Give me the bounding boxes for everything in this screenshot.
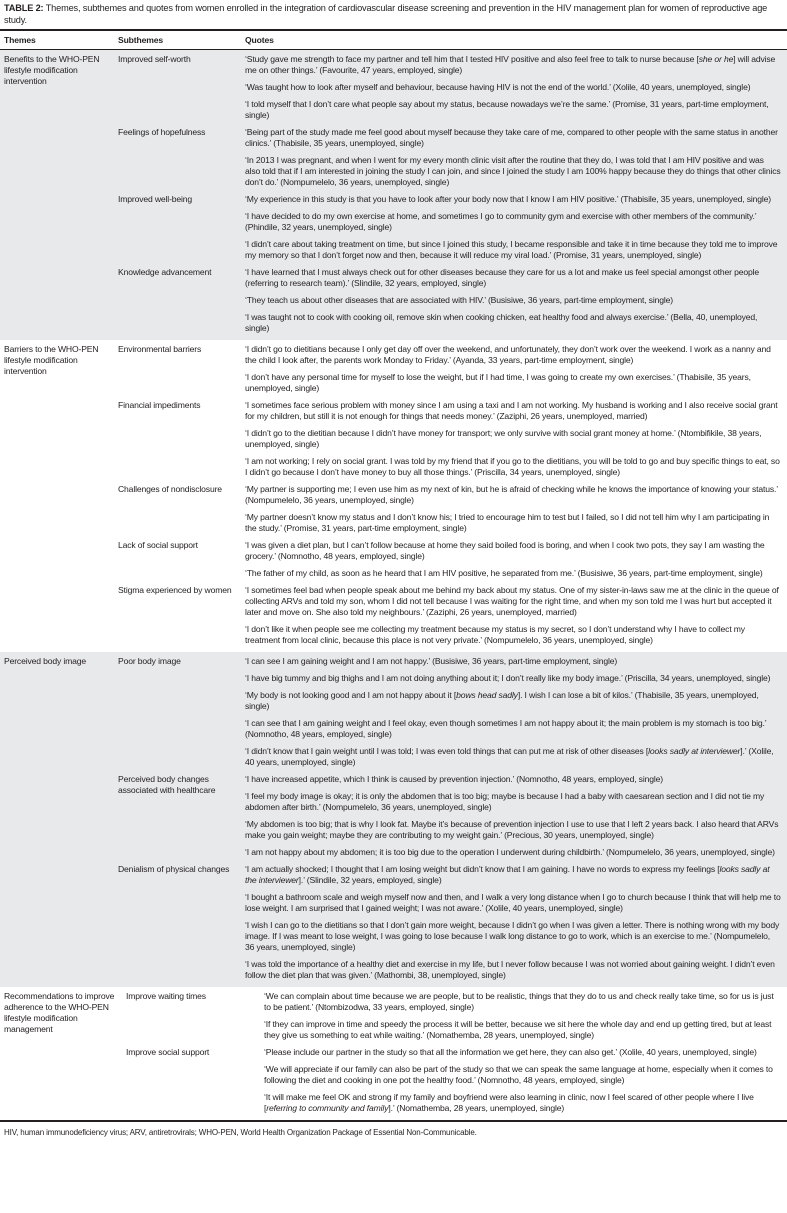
quote-text: ‘I didn’t care about taking treatment on time, but since I joined this study, I became responsible and take it in time because they told me to improve my memory so that I don’t forget now and then, because it will reduce my viral load.’ (Promise, 31 years, unemployed, single) <box>245 239 778 260</box>
theme-group <box>0 50 787 340</box>
theme-group <box>0 987 787 1120</box>
quote-text: ].’ (Slindile, 32 years, employed, single) <box>298 875 442 885</box>
table-header <box>0 31 787 50</box>
quote-text: ‘I was given a diet plan, but I can’t follow because at home they said boiled food is boring, and when I cook two pots, they say I am wasting the grocery.’ (Nomnotho, 48 years, employed, single) <box>245 540 765 561</box>
quote <box>245 959 781 981</box>
quote <box>245 819 781 841</box>
quote-text: ‘I wish I can go to the dietitians so that I don’t gain more weight, because I didn’t go when I was given a letter. There is nothing wrong with my body image. If I was meant to lose weight, I was going to lose because I walk long distance to go to work, which is an exercise to me.’ (Nompumelelo, 36 years, unemployed, single) <box>245 920 780 952</box>
subtheme-list <box>118 344 787 652</box>
quote <box>245 718 781 740</box>
subtheme-name: Knowledge advancement <box>118 267 212 277</box>
quotes-cell <box>245 656 787 774</box>
quote-text: ].’ (Nomathemba, 28 years, unemployed, single) <box>388 1103 565 1113</box>
quote <box>245 791 781 813</box>
table-caption <box>0 0 787 26</box>
subtheme-name: Improve social support <box>126 1047 210 1057</box>
subtheme-name: Denialism of physical changes <box>118 864 230 874</box>
quote-text: ‘If they can improve in time and speedy the process it will be better, because we sit here the whole day and end up getting tired, but at least they give us something to eat while waiting.’ (Nomathemba, 28 years, unemployed, single) <box>264 1019 772 1040</box>
quote-text: ‘I sometimes feel bad when people speak about me behind my back about my status. One of my sister-in-laws saw me at the clinic in the queue of collecting ARVs and told my son, whom I did not tell because I was waiting for the right time, and when my son told me I was hurt but accepted it later and move on. She also told my neighbours.’ (Zaziphi, 26 years, unemployed, married) <box>245 585 779 617</box>
quote <box>245 892 781 914</box>
subtheme-row <box>126 1047 787 1120</box>
quote <box>245 372 781 394</box>
quotes-cell <box>245 54 787 127</box>
subtheme-row <box>118 344 787 400</box>
quote-text: ‘I didn’t go to dietitians because I only get day off over the weekend, and unfortunately, they don’t work over the weekend. I work as a nanny and the child I look after, the parents work Monday to Friday.’ (Ayanda, 33 years, part-time employment, single) <box>245 344 771 365</box>
quote-text: ‘Was taught how to look after myself and behaviour, because having HIV is not the end of the world.’ (Xolile, 40 years, unemployed, single) <box>245 82 751 92</box>
theme-name: Barriers to the WHO-PEN lifestyle modification intervention <box>4 344 99 376</box>
quote-text: ‘Study gave me strength to face my partner and tell him that I tested HIV positive and also feel free to talk to nurse because [ <box>245 54 699 64</box>
quote <box>245 847 781 858</box>
quote <box>245 774 781 785</box>
quote <box>264 1092 781 1114</box>
footnote: HIV, human immunodeficiency virus; ARV, antiretrovirals; WHO-PEN, World Health Organization Package of Essential Non-Communicable. <box>4 1128 477 1137</box>
quote <box>245 746 781 768</box>
subtheme-row <box>118 400 787 484</box>
theme-group <box>0 652 787 987</box>
quote <box>245 239 781 261</box>
quotes-cell <box>245 127 787 194</box>
quote <box>245 400 781 422</box>
quote-text: ‘I am not happy about my abdomen; it is too big due to the operation I underwent during childbirth.’ (Nompumelelo, 36 years, unemployed, single) <box>245 847 775 857</box>
quote <box>245 99 781 121</box>
quote-text: ‘I bought a bathroom scale and weigh myself now and then, and I walk a very long distance when I go to church because I think that will help me to lose weight. I am surprised that I gained weight; I was not aware.’ (Xolile, 40 years, unemployed, single) <box>245 892 781 913</box>
quotes-cell <box>245 194 787 267</box>
quote-text: ‘I was taught not to cook with cooking oil, remove skin when cooking chicken, eat healthy food and always exercise.’ (Bella, 40, unemployed, single) <box>245 312 758 333</box>
quote <box>245 656 781 667</box>
header-subthemes: Subthemes <box>118 35 163 45</box>
subtheme-name: Challenges of nondisclosure <box>118 484 222 494</box>
quote <box>245 456 781 478</box>
quotes-cell <box>245 774 787 864</box>
theme-name: Perceived body image <box>4 656 87 666</box>
quote <box>264 1047 781 1058</box>
subtheme-list <box>118 656 787 987</box>
subtheme-row <box>118 194 787 267</box>
quote <box>264 1064 781 1086</box>
subtheme-list <box>118 54 787 340</box>
quote <box>245 155 781 188</box>
quote <box>245 194 781 205</box>
quote <box>264 991 781 1013</box>
quote <box>245 428 781 450</box>
subtheme-row <box>126 991 787 1047</box>
quote <box>245 920 781 953</box>
quote <box>245 344 781 366</box>
quote-text: ‘I sometimes face serious problem with money since I am using a taxi and I am not working. My husband is working and I also receive social grant for my children, but still it is not enough for things that needs money.’ (Zaziphi, 26 years, unemployed, married) <box>245 400 778 421</box>
subtheme-name: Improved well-being <box>118 194 193 204</box>
subtheme-row <box>118 774 787 864</box>
quote <box>245 540 781 562</box>
subtheme-name: Poor body image <box>118 656 181 666</box>
quote <box>245 211 781 233</box>
quote-text: ‘It will make me feel OK and strong if my family and boyfriend were also learning in clinic, now I feel scared of other people where I live [ <box>264 1092 754 1113</box>
subtheme-name: Stigma experienced by women <box>118 585 232 595</box>
quote-text: ‘I have decided to do my own exercise at home, and sometimes I go to community gym and exercise with other members of the community.’ (Phindile, 32 years, unemployed, single) <box>245 211 757 232</box>
table-body <box>0 50 787 1120</box>
quote-annotation: looks sadly at the interviewer <box>245 864 770 885</box>
subtheme-row <box>118 54 787 127</box>
quote-text: ‘I have learned that I must always check out for other diseases because they care for us a lot and make us feel special amongst other people (referring to research team).’ (Slindile, 32 years, employed, single) <box>245 267 760 288</box>
quote-text: ‘I am actually shocked; I thought that I am losing weight but didn’t know that I am gaining. I have no words to express my feelings [ <box>245 864 720 874</box>
quote-text: ‘I didn’t know that I gain weight until I was told; I was even told things that can put me at risk of other diseases [ <box>245 746 649 756</box>
quotes-cell <box>264 1047 787 1120</box>
quote-text: ].’ (Xolile, 40 years, unemployed, single) <box>245 746 774 767</box>
quote <box>245 267 781 289</box>
quote-text: ‘My abdomen is too big; that is why I look fat. Maybe it’s because of prevention injection I use to use that I left 2 years back. I also heard that ARVs make you gain weight; maybe they are contributing to my weight gain.’ (Precious, 30 years, unemployed, single) <box>245 819 779 840</box>
quote <box>245 127 781 149</box>
quote-text: ‘Being part of the study made me feel good about myself because they take care of me, compared to other people with the same status in another clinics.’ (Thabisile, 35 years, unemployed, single) <box>245 127 778 148</box>
quotes-cell <box>264 991 787 1047</box>
subtheme-name: Environmental barriers <box>118 344 202 354</box>
quotes-cell <box>245 400 787 484</box>
quotes-cell <box>245 344 787 400</box>
quote-text: ‘I don’t like it when people see me collecting my treatment because my status is my secret, so I don’t understand why I have to collect my treatment from local clinic, because this place is not very private.’ (Nompumelelo, 36 years, unemployed, single) <box>245 624 745 645</box>
subtheme-row <box>118 864 787 987</box>
quote-text: ‘I don’t have any personal time for myself to lose the weight, but if I had time, I was going to create my own exercises.’ (Thabisile, 35 years, unemployed, single) <box>245 372 751 393</box>
quotes-cell <box>245 267 787 340</box>
quote <box>245 295 781 306</box>
table-caption-text: Themes, subthemes and quotes from women enrolled in the integration of cardiovascular disease screening and prevention in the HIV management plan for women of reproductive age study. <box>4 3 768 25</box>
quote-text: ‘I was told the importance of a healthy diet and exercise in my life, but I never follow because I was not worried about gaining weight. I didn’t even follow the diet plan that was given.’ (Mathombi, 38, unemployed, single) <box>245 959 775 980</box>
subtheme-row <box>118 540 787 585</box>
quote-text: ‘My body is not looking good and I am not happy about it [ <box>245 690 457 700</box>
quote-text: ‘We will appreciate if our family can also be part of the study so that we can speak the same language at home, especially when it comes to following the diet and cooking in one pot the healthy food.’ (Nomnotho, 48 years, employed, single) <box>264 1064 773 1085</box>
subtheme-name: Lack of social support <box>118 540 198 550</box>
quotes-cell <box>245 864 787 987</box>
quote-text: ‘I feel my body image is okay; it is only the abdomen that is too big; maybe is because I had a baby with caesarean section and I did not tie my abdomen after birth.’ (Nompumelelo, 36 years, unemployed, single) <box>245 791 765 812</box>
quote-annotation: looks sadly at interviewer <box>648 746 741 756</box>
quote <box>245 864 781 886</box>
subtheme-row <box>118 267 787 340</box>
subtheme-name: Perceived body changes associated with healthcare <box>118 774 216 795</box>
quote-annotation: referring to community and family <box>266 1103 389 1113</box>
quote <box>245 624 781 646</box>
quotes-cell <box>245 484 787 540</box>
quote-text: ‘I have big tummy and big thighs and I am not doing anything about it; I don’t really like my body image.’ (Priscilla, 34 years, unemployed, single) <box>245 673 771 683</box>
quote-text: ‘I am not working; I rely on social grant. I was told by my friend that if you go to the dietitians, you will be told to go and buy specific things to eat, so I didn’t go because I don’t have money to buy all those things.’ (Priscilla, 34 years, unemployed, single) <box>245 456 780 477</box>
subtheme-row <box>118 484 787 540</box>
theme-name: Benefits to the WHO-PEN lifestyle modification intervention <box>4 54 100 86</box>
subtheme-row <box>118 656 787 774</box>
quote <box>245 484 781 506</box>
quote <box>245 690 781 712</box>
quote-text: ‘They teach us about other diseases that are associated with HIV.’ (Busisiwe, 36 years, part-time employment, single) <box>245 295 673 305</box>
quotes-cell <box>245 585 787 652</box>
theme-group <box>0 340 787 652</box>
header-themes: Themes <box>4 35 36 45</box>
subtheme-name: Feelings of hopefulness <box>118 127 206 137</box>
subtheme-list <box>126 991 787 1120</box>
quote-text: ‘We can complain about time because we are people, but to be realistic, things that they do to us and check really take time, so for us is just to be patient.’ (Ntombizodwa, 33 years, employed, single) <box>264 991 774 1012</box>
quote <box>245 512 781 534</box>
quote <box>245 312 781 334</box>
quote <box>245 82 781 93</box>
quotes-cell <box>245 540 787 585</box>
quote-text: ‘I didn’t go to the dietitian because I didn’t have money for transport; we only survive with social grant money at home.’ (Ntombifikile, 38 years, unemployed, single) <box>245 428 762 449</box>
quote-text: ‘My partner doesn’t know my status and I don’t know his; I tried to encourage him to test but I failed, so I did not tell him why I am participating in the study.’ (Promise, 31 years, part-time employment, single) <box>245 512 770 533</box>
subtheme-name: Improved self-worth <box>118 54 191 64</box>
quote-text: ‘My partner is supporting me; I even use him as my next of kin, but he is afraid of checking while he knows the importance of knowing your status.’ (Nompumelelo, 36 years, unemployed, single) <box>245 484 778 505</box>
subtheme-row <box>118 585 787 652</box>
quote-annotation: she or he <box>698 54 734 64</box>
quote <box>245 54 781 76</box>
theme-name: Recommendations to improve adherence to the WHO-PEN lifestyle modification management <box>4 991 115 1034</box>
quote-text: ] will advise me on other things.’ (Favourite, 47 years, employed, single) <box>245 54 776 75</box>
quote <box>245 585 781 618</box>
quote-text: ‘My experience in this study is that you have to look after your body now that I know I am HIV positive.’ (Thabisile, 35 years, unemployed, single) <box>245 194 771 204</box>
quote <box>264 1019 781 1041</box>
quote-text: ‘I can see I am gaining weight and I am not happy.’ (Busisiwe, 36 years, part-time employment, single) <box>245 656 618 666</box>
header-quotes: Quotes <box>245 35 274 45</box>
table-label: TABLE 2: <box>4 3 44 13</box>
subtheme-row <box>118 127 787 194</box>
quote-text: ‘I can see that I am gaining weight and I feel okay, even though sometimes I am not happy about it; the main problem is my stomach is too big.’ (Nomnotho, 48 years, employed, single) <box>245 718 767 739</box>
subtheme-name: Improve waiting times <box>126 991 206 1001</box>
quote <box>245 673 781 684</box>
quote-text: ‘In 2013 I was pregnant, and when I went for my every month clinic visit after the routine that they do, I was told that I am HIV positive and was also told that if I am interested in joining the study I can join, and since I joined the study I am 100% happy because they do things that other clinics don’t do.’ (Nompumelelo, 36 years, unemployed, single) <box>245 155 781 187</box>
quote-text: ‘I told myself that I don’t care what people say about my status, because nowadays we’re the same.’ (Promise, 31 years, part-time employment, single) <box>245 99 769 120</box>
quote-text: ‘Please include our partner in the study so that all the information we get here, they can also get.’ (Xolile, 40 years, unemployed, single) <box>264 1047 757 1057</box>
subtheme-name: Financial impediments <box>118 400 201 410</box>
quote-text: ‘I have increased appetite, which I think is caused by prevention injection.’ (Nomnotho, 48 years, employed, single) <box>245 774 663 784</box>
quote-annotation: bows head sadly <box>456 690 518 700</box>
quote-text: ]. I wish I can lose a bit of kilos.’ (Thabisile, 35 years, unemployed, single) <box>245 690 759 711</box>
quote-text: ‘The father of my child, as soon as he heard that I am HIV positive, he separated from me.’ (Busisiwe, 36 years, part-time employment, single) <box>245 568 763 578</box>
quote <box>245 568 781 579</box>
